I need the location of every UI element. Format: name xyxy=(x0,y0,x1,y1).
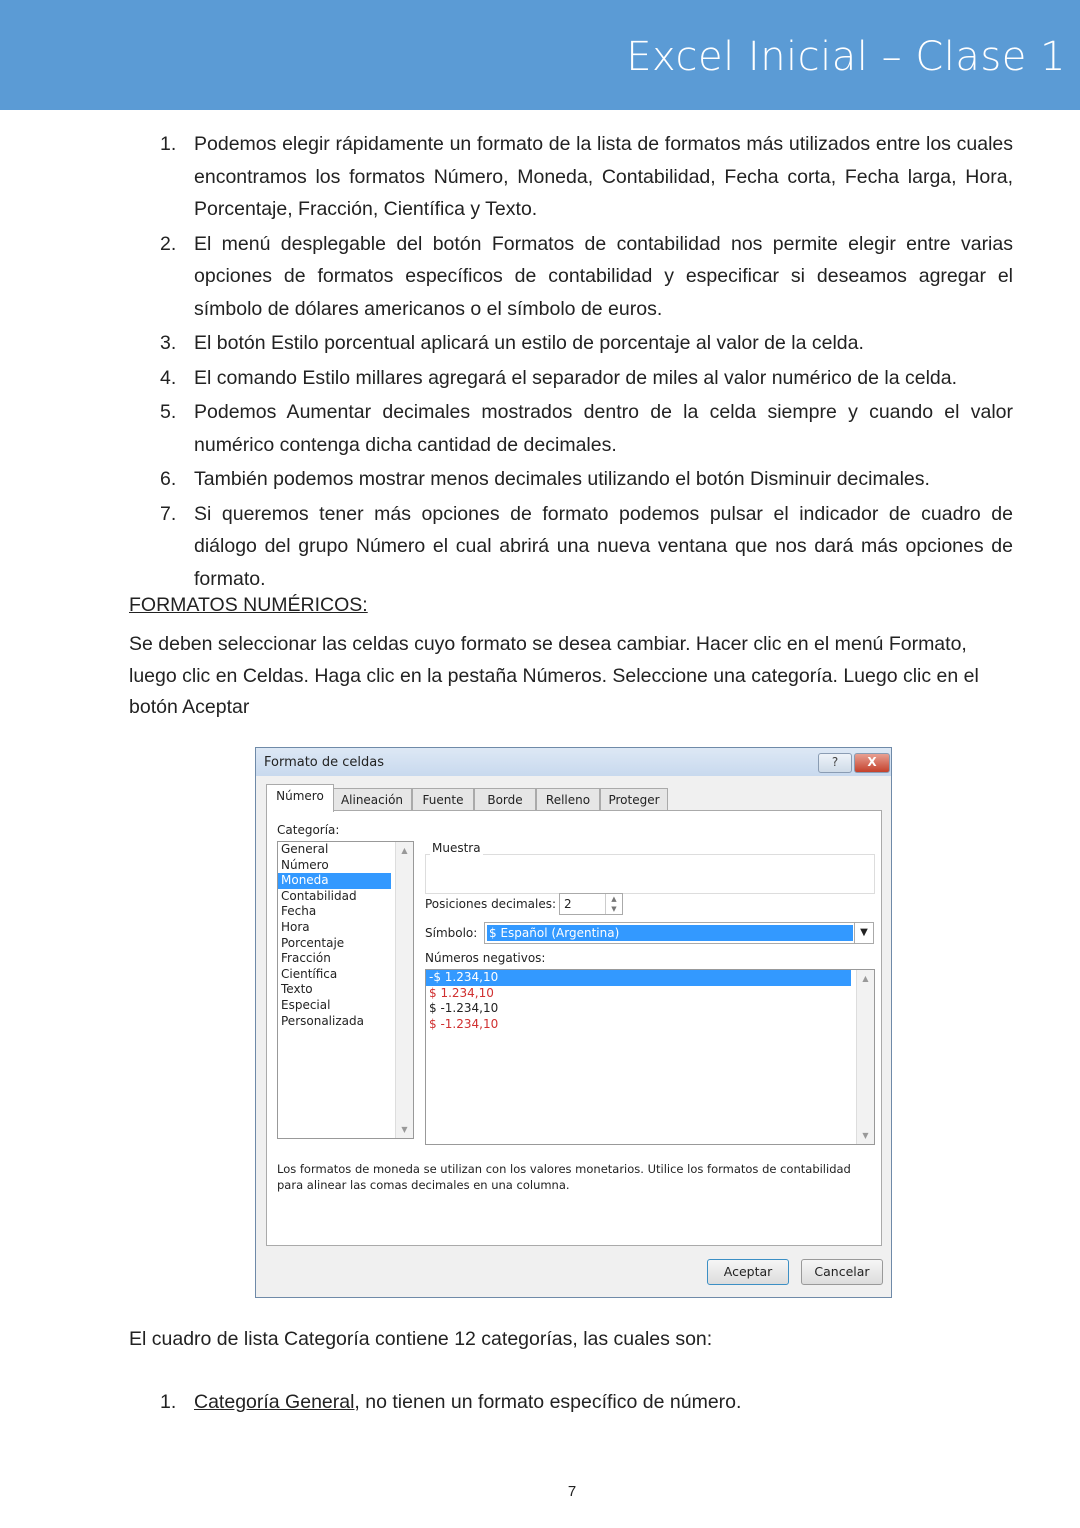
negatives-label: Números negativos: xyxy=(425,951,546,965)
item-text: no tienen un formato específico de número. xyxy=(359,1391,742,1413)
item-number: 2. xyxy=(160,232,177,255)
category-item[interactable]: Contabilidad xyxy=(281,888,357,903)
category-item[interactable]: General xyxy=(281,842,329,856)
sample-box xyxy=(425,854,875,894)
close-button[interactable]: X xyxy=(854,753,890,773)
tab-borde[interactable]: Borde xyxy=(474,788,536,811)
scroll-up-icon[interactable]: ▲ xyxy=(862,974,869,983)
sample-label: Muestra xyxy=(432,841,481,855)
category-label: Categoría: xyxy=(277,823,340,837)
format-description: Los formatos de moneda se utilizan con los valores monetarios. Utilice los formatos de contabilidad para alinear las comas decimales en una columna. xyxy=(277,1162,851,1192)
list-item xyxy=(160,1386,1013,1419)
format-cells-dialog xyxy=(255,747,892,1298)
category-item[interactable]: Fracción xyxy=(281,951,331,966)
page-number: 7 xyxy=(567,1483,577,1500)
tab-proteger[interactable]: Proteger xyxy=(600,788,668,811)
category-item[interactable]: Científica xyxy=(281,966,338,981)
item-text: Podemos elegir rápidamente un formato de la lista de formatos más utilizados entre los cuales encontramos los formatos Número, Moneda, Contabilidad, Fecha corta, Fecha larga, Hora, Porcentaje, Fracción, Científica y Texto. xyxy=(194,133,1013,220)
item-number: 3. xyxy=(160,332,177,354)
dialog-titlebar xyxy=(256,748,891,776)
item-number: 7. xyxy=(160,502,177,525)
list-item xyxy=(160,228,1013,326)
category-item[interactable]: Personalizada xyxy=(281,1013,364,1028)
decimals-value[interactable]: 2 xyxy=(564,897,572,911)
category-list[interactable] xyxy=(277,841,414,1139)
number-tab-panel xyxy=(266,810,882,1246)
decimals-label: Posiciones decimales: xyxy=(425,897,557,911)
category-item[interactable]: Porcentaje xyxy=(281,935,345,950)
cancel-button[interactable]: Cancelar xyxy=(801,1259,883,1285)
dialog-title: Formato de celdas xyxy=(264,755,385,770)
negative-item[interactable]: $ 1.234,10 xyxy=(429,985,494,1000)
item-text: Si queremos tener más opciones de formato podemos pulsar el indicador de cuadro de diálogo del grupo Número el cual abrirá una nueva ventana que nos dará más opciones de formato. xyxy=(194,502,1013,590)
item-text: El menú desplegable del botón Formatos de contabilidad nos permite elegir entre varias opciones de formatos específicos de contabilidad y especificar si deseamos agregar el símbolo de dólares americanos o el símbolo de euros. xyxy=(194,232,1013,320)
negative-item[interactable]: $ -1.234,10 xyxy=(429,1001,499,1016)
negative-item[interactable]: $ -1.234,10 xyxy=(429,1016,499,1031)
item-number: 1. xyxy=(160,133,177,155)
scrollbar[interactable] xyxy=(395,842,413,1138)
category-item[interactable]: Texto xyxy=(281,982,313,997)
item-number: 4. xyxy=(160,366,177,389)
category-item-selected[interactable]: Moneda xyxy=(278,873,391,889)
item-text: El comando Estilo millares agregará el separador de miles al valor numérico de la celda. xyxy=(194,366,958,389)
help-button[interactable]: ? xyxy=(818,753,852,773)
category-item[interactable]: Fecha xyxy=(281,904,317,919)
spinner-arrows-icon[interactable]: ▲ ▼ xyxy=(605,894,622,914)
item-number: 5. xyxy=(160,401,177,423)
categories-intro: El cuadro de lista Categoría contiene 12 categorías, las cuales son: xyxy=(129,1328,713,1350)
negative-item-selected[interactable]: -$ 1.234,10 xyxy=(426,970,851,986)
category-item[interactable]: Hora xyxy=(281,919,310,934)
item-number: 1. xyxy=(160,1391,177,1413)
category-item[interactable]: Especial xyxy=(281,997,331,1012)
list-item xyxy=(160,396,1013,461)
symbol-dropdown[interactable] xyxy=(484,922,874,944)
symbol-value: $ Español (Argentina) xyxy=(487,925,853,941)
scroll-down-icon[interactable]: ▼ xyxy=(401,1125,408,1134)
list-item xyxy=(160,463,1013,496)
item-text: Podemos Aumentar decimales mostrados dentro de la celda siempre y cuando el valor numérico contenga dicha cantidad de decimales. xyxy=(194,401,1013,456)
negative-numbers-list[interactable] xyxy=(425,969,875,1145)
item-text: El botón Estilo porcentual aplicará un estilo de porcentaje al valor de la celda. xyxy=(194,332,864,354)
list-item xyxy=(160,362,1013,395)
category-general-link: Categoría General, xyxy=(194,1391,360,1413)
symbol-label: Símbolo: xyxy=(425,926,478,940)
tab-fuente[interactable]: Fuente xyxy=(412,788,474,811)
tab-relleno[interactable]: Relleno xyxy=(536,788,600,811)
item-text: También podemos mostrar menos decimales utilizando el botón Disminuir decimales. xyxy=(194,468,930,490)
tab-alineacion[interactable]: Alineación xyxy=(332,788,412,811)
decimals-spinner[interactable] xyxy=(559,893,623,915)
scroll-up-icon[interactable]: ▲ xyxy=(401,846,408,855)
list-item xyxy=(160,498,1013,596)
formats-list xyxy=(160,128,1013,597)
tab-numero[interactable]: Número xyxy=(266,784,334,812)
instructions-paragraph: Se deben seleccionar las celdas cuyo formato se desea cambiar. Hacer clic en el menú Formato, luego clic en Celdas. Haga clic en la pestaña Números. Seleccione una categoría. Luego clic en el botón Aceptar xyxy=(129,633,979,718)
header-title: Excel Inicial – Clase 1 xyxy=(626,34,1066,80)
list-item xyxy=(160,327,1013,360)
ok-button[interactable]: Aceptar xyxy=(707,1259,789,1285)
categories-list xyxy=(160,1386,1013,1421)
scroll-down-icon[interactable]: ▼ xyxy=(862,1131,869,1140)
category-item[interactable]: Número xyxy=(281,857,329,872)
chevron-down-icon[interactable]: ▼ xyxy=(854,923,873,943)
section-title: FORMATOS NUMÉRICOS: xyxy=(129,594,368,616)
list-item xyxy=(160,128,1013,226)
item-number: 6. xyxy=(160,468,177,490)
page-header xyxy=(0,0,1080,110)
scrollbar[interactable] xyxy=(856,970,874,1144)
